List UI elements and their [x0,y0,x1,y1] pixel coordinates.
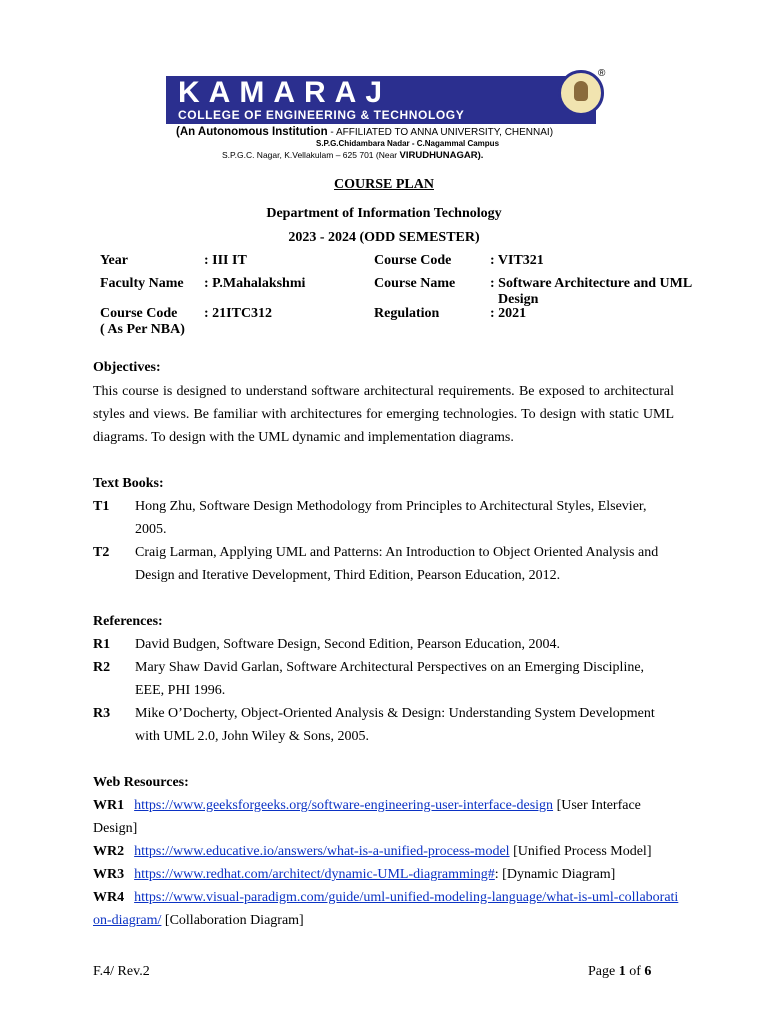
reference-item [93,656,683,702]
course-name-line-2: Design [498,292,539,307]
reference-item [93,702,683,748]
registered-mark: ® [598,68,606,79]
semester-heading: 2023 - 2024 (ODD SEMESTER) [288,230,480,245]
text-book-item [93,541,683,587]
reference-line-1: Mike O’Docherty, Object-Oriented Analysis & Design: Understanding System Development [135,706,655,721]
regulation-value: : 2021 [490,306,527,321]
web-resource-item [93,840,683,863]
web-resource-item [93,863,683,886]
logo-address-line [222,150,483,161]
web-resource-link[interactable]: https://www.redhat.com/architect/dynamic-UML-diagramming# [134,867,495,882]
text-book-tag: T2 [93,545,110,560]
course-name-line-1: : Software Architecture and UML [490,276,693,291]
logo-city: VIRUDHUNAGAR). [399,150,484,161]
nba-code-label [100,306,185,338]
text-book-line-2: Design and Iterative Development, Third Edition, Pearson Education, 2012. [135,568,561,583]
nba-label-line-1: Course Code [100,306,178,321]
department-heading: Department of Information Technology [266,206,502,221]
page-prefix: Page [588,964,619,979]
web-resource-link[interactable]: https://www.visual-paradigm.com/guide/uml-unified-modeling-language/what-is-uml-collaboration-diagram/ [93,890,679,928]
web-resource-link[interactable]: https://www.geeksforgeeks.org/software-engineering-user-interface-design [134,798,554,813]
reference-tag: R2 [93,660,111,675]
page-current: 1 [618,964,626,979]
web-resource-item [93,794,683,840]
logo-affiliation: - AFFILIATED TO ANNA UNIVERSITY, CHENNAI) [330,127,554,138]
logo-college-subtitle: COLLEGE OF ENGINEERING & TECHNOLOGY [178,108,465,122]
web-resource-tag: WR4 [93,890,125,905]
course-name-value [490,276,692,308]
objectives-heading: Objectives: [93,360,161,375]
reference-tag: R1 [93,637,111,652]
page-total: 6 [644,964,652,979]
course-code-label: Course Code [374,253,452,268]
logo-autonomous: (An Autonomous Institution [176,126,328,138]
logo-banner [166,76,596,124]
web-resource-desc: [User Interface Design] [93,798,641,836]
reference-line-1: David Budgen, Software Design, Second Edition, Pearson Education, 2004. [135,637,560,652]
reference-line-2: EEE, PHI 1996. [135,683,226,698]
web-resource-link[interactable]: https://www.educative.io/answers/what-is-a-unified-process-model [134,844,510,859]
reference-item [93,633,683,656]
text-book-line-1: Hong Zhu, Software Design Methodology from Principles to Architectural Styles, Elsevier, [135,499,647,514]
course-code-value: : VIT321 [490,253,544,268]
year-label: Year [100,253,128,268]
web-resources-heading: Web Resources: [93,775,189,790]
web-resource-desc: : [Dynamic Diagram] [494,867,616,882]
reference-line-2: with UML 2.0, John Wiley & Sons, 2005. [135,729,369,744]
web-resource-tag: WR3 [93,867,125,882]
nba-code-value: : 21ITC312 [204,306,273,321]
logo-campus: S.P.G.Chidambara Nadar - C.Nagammal Campus [316,139,500,148]
text-book-item [93,495,683,541]
page-of: of [625,964,645,979]
logo-affiliation-line [176,126,553,139]
logo-address: S.P.G.C. Nagar, K.Vellakulam – 625 701 (Near [222,150,398,160]
text-book-line-1: Craig Larman, Applying UML and Patterns: An Introduction to Object Oriented Analysis and [135,545,659,560]
course-name-label: Course Name [374,276,456,291]
text-book-line-2: 2005. [135,522,167,537]
page-number [588,964,651,980]
nba-label-line-2: ( As Per NBA) [100,322,185,337]
year-value: : III IT [204,253,247,268]
web-resource-item [93,886,683,932]
faculty-label: Faculty Name [100,276,184,291]
page-title: COURSE PLAN [334,177,434,192]
objectives-text: This course is designed to understand software architectural requirements. Be exposed to architectural styles and views. Be familiar with architectures for emerging technologies. To design with static UML diagrams. To design with the UML dynamic and implementation diagrams. [93,384,674,445]
form-reference: F.4/ Rev.2 [93,964,150,979]
web-resource-tag: WR2 [93,844,125,859]
text-books-heading: Text Books: [93,476,164,491]
logo-college-name: KAMARAJ [178,76,391,109]
reference-line-1: Mary Shaw David Garlan, Software Architectural Perspectives on an Emerging Discipline, [135,660,645,675]
regulation-label: Regulation [374,306,440,321]
text-book-tag: T1 [93,499,110,514]
faculty-value: : P.Mahalakshmi [204,276,306,291]
reference-tag: R3 [93,706,111,721]
references-heading: References: [93,614,163,629]
web-resource-tag: WR1 [93,798,125,813]
college-logo [166,70,610,162]
web-resource-desc: [Unified Process Model] [509,844,652,859]
web-resource-desc: [Collaboration Diagram] [161,913,304,928]
